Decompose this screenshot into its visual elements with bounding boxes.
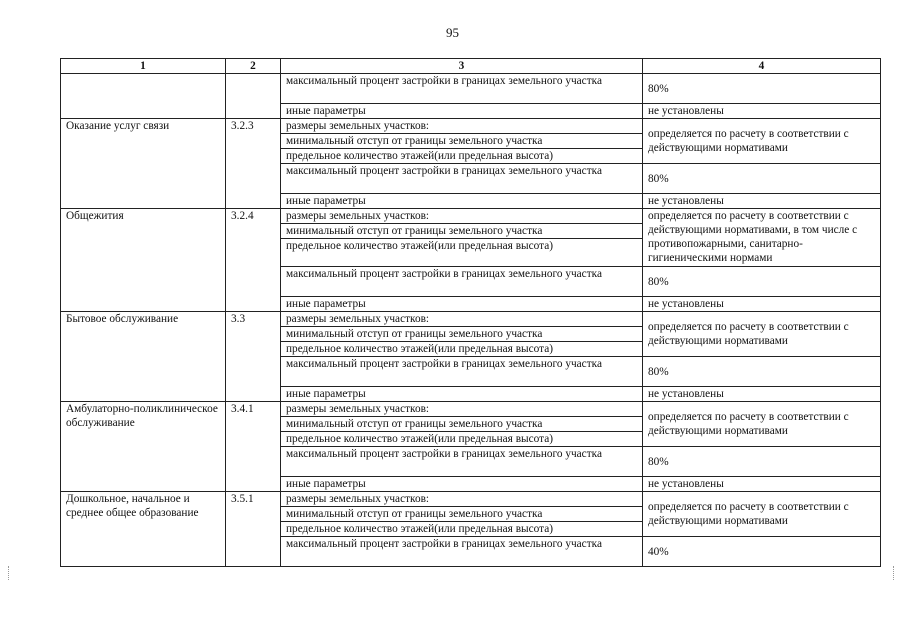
table-row — [61, 312, 881, 327]
page-number: 95 — [446, 25, 459, 40]
parameter-cell: иные параметры — [281, 104, 643, 119]
use-type-name: Амбулаторно-поликлиническое обслуживание — [61, 402, 226, 492]
parameter-cell: минимальный отступ от границы земельного участка — [281, 507, 643, 522]
column-header: 2 — [226, 59, 281, 74]
parameter-cell: размеры земельных участков: — [281, 402, 643, 417]
parameter-cell: максимальный процент застройки в границах земельного участка — [281, 357, 643, 387]
parameter-cell: иные параметры — [281, 194, 643, 209]
margin-mark-left — [8, 566, 10, 580]
value-cell: не установлены — [643, 297, 881, 312]
value-cell: определяется по расчету в соответствии с действующими нормативами — [643, 312, 881, 357]
parameter-cell: минимальный отступ от границы земельного участка — [281, 327, 643, 342]
use-type-code: 3.2.3 — [226, 119, 281, 209]
value-cell: не установлены — [643, 194, 881, 209]
parameters-table — [60, 58, 881, 567]
parameter-cell: размеры земельных участков: — [281, 312, 643, 327]
table-row — [61, 402, 881, 417]
parameter-cell: предельное количество этажей(или предельная высота) — [281, 432, 643, 447]
parameter-cell: предельное количество этажей(или предельная высота) — [281, 149, 643, 164]
parameter-cell: максимальный процент застройки в границах земельного участка — [281, 447, 643, 477]
use-type-code: 3.2.4 — [226, 209, 281, 312]
parameter-cell: размеры земельных участков: — [281, 209, 643, 224]
parameter-cell: предельное количество этажей(или предельная высота) — [281, 342, 643, 357]
value-cell: 80% — [643, 357, 881, 387]
value-cell: определяется по расчету в соответствии с действующими нормативами — [643, 402, 881, 447]
use-type-code — [226, 74, 281, 119]
value-cell: не установлены — [643, 104, 881, 119]
use-type-code: 3.3 — [226, 312, 281, 402]
value-cell: 80% — [643, 267, 881, 297]
use-type-name: Дошкольное, начальное и среднее общее образование — [61, 492, 226, 567]
parameter-cell: максимальный процент застройки в границах земельного участка — [281, 537, 643, 567]
use-type-name: Бытовое обслуживание — [61, 312, 226, 402]
column-header: 3 — [281, 59, 643, 74]
margin-mark-right — [893, 566, 895, 580]
parameter-cell: минимальный отступ от границы земельного участка — [281, 417, 643, 432]
value-cell: определяется по расчету в соответствии с действующими нормативами — [643, 492, 881, 537]
value-cell: 40% — [643, 537, 881, 567]
column-header: 4 — [643, 59, 881, 74]
value-cell: 80% — [643, 74, 881, 104]
header-row — [61, 59, 881, 74]
column-header: 1 — [61, 59, 226, 74]
value-cell: определяется по расчету в соответствии с действующими нормативами — [643, 119, 881, 164]
table-row — [61, 119, 881, 134]
use-type-name: Оказание услуг связи — [61, 119, 226, 209]
parameter-cell: максимальный процент застройки в границах земельного участка — [281, 164, 643, 194]
parameter-cell: минимальный отступ от границы земельного участка — [281, 224, 643, 239]
parameter-cell: максимальный процент застройки в границах земельного участка — [281, 74, 643, 104]
parameter-cell: максимальный процент застройки в границах земельного участка — [281, 267, 643, 297]
parameter-cell: размеры земельных участков: — [281, 119, 643, 134]
use-type-code: 3.5.1 — [226, 492, 281, 567]
use-type-name: Общежития — [61, 209, 226, 312]
table-row — [61, 74, 881, 104]
value-cell: не установлены — [643, 477, 881, 492]
parameter-cell: предельное количество этажей(или предельная высота) — [281, 239, 643, 267]
parameter-cell: иные параметры — [281, 387, 643, 402]
parameter-cell: предельное количество этажей(или предельная высота) — [281, 522, 643, 537]
value-cell: 80% — [643, 447, 881, 477]
parameter-cell: минимальный отступ от границы земельного участка — [281, 134, 643, 149]
parameter-cell: иные параметры — [281, 297, 643, 312]
parameter-cell: иные параметры — [281, 477, 643, 492]
table-row — [61, 492, 881, 507]
table-row — [61, 209, 881, 224]
value-cell: определяется по расчету в соответствии с действующими нормативами, в том числе с противопожарными, санитарно-гигиеническими нормами — [643, 209, 881, 267]
value-cell: 80% — [643, 164, 881, 194]
use-type-name — [61, 74, 226, 119]
use-type-code: 3.4.1 — [226, 402, 281, 492]
parameter-cell: размеры земельных участков: — [281, 492, 643, 507]
value-cell: не установлены — [643, 387, 881, 402]
